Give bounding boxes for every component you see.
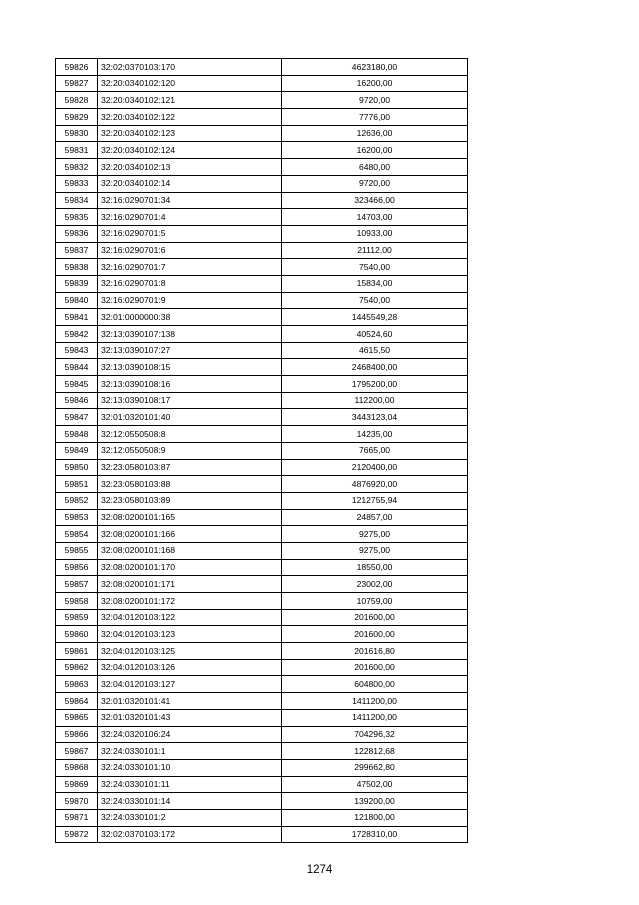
value-cell: 7540,00 <box>282 259 468 276</box>
value-cell: 14703,00 <box>282 209 468 226</box>
row-number-cell: 59840 <box>56 292 98 309</box>
cadastral-number-cell: 32:20:0340102:122 <box>98 109 282 126</box>
table-row <box>56 292 468 309</box>
table-row <box>56 676 468 693</box>
table-row <box>56 593 468 610</box>
cadastral-number-cell: 32:20:0340102:123 <box>98 125 282 142</box>
table-row <box>56 192 468 209</box>
row-number-cell: 59848 <box>56 426 98 443</box>
value-cell: 7540,00 <box>282 292 468 309</box>
cadastral-number-cell: 32:20:0340102:124 <box>98 142 282 159</box>
value-cell: 1728310,00 <box>282 826 468 843</box>
table-row <box>56 709 468 726</box>
value-cell: 1795200,00 <box>282 376 468 393</box>
value-cell: 201600,00 <box>282 609 468 626</box>
table-row <box>56 75 468 92</box>
value-cell: 9275,00 <box>282 526 468 543</box>
table-row <box>56 359 468 376</box>
row-number-cell: 59865 <box>56 709 98 726</box>
row-number-cell: 59836 <box>56 225 98 242</box>
cadastral-number-cell: 32:13:0390108:15 <box>98 359 282 376</box>
value-cell: 704296,32 <box>282 726 468 743</box>
cadastral-number-cell: 32:16:0290701:4 <box>98 209 282 226</box>
table-row <box>56 526 468 543</box>
cadastral-number-cell: 32:20:0340102:14 <box>98 175 282 192</box>
row-number-cell: 59830 <box>56 125 98 142</box>
table-row <box>56 242 468 259</box>
cadastral-number-cell: 32:01:0000000:38 <box>98 309 282 326</box>
cadastral-number-cell: 32:20:0340102:13 <box>98 159 282 176</box>
table-row <box>56 793 468 810</box>
cadastral-number-cell: 32:08:0200101:171 <box>98 576 282 593</box>
row-number-cell: 59850 <box>56 459 98 476</box>
cadastral-number-cell: 32:12:0550508:8 <box>98 426 282 443</box>
value-cell: 6480,00 <box>282 159 468 176</box>
row-number-cell: 59849 <box>56 442 98 459</box>
table-row <box>56 643 468 660</box>
table-row <box>56 392 468 409</box>
table-row <box>56 409 468 426</box>
value-cell: 112200,00 <box>282 392 468 409</box>
value-cell: 7776,00 <box>282 109 468 126</box>
value-cell: 139200,00 <box>282 793 468 810</box>
row-number-cell: 59859 <box>56 609 98 626</box>
value-cell: 323466,00 <box>282 192 468 209</box>
value-cell: 9720,00 <box>282 92 468 109</box>
row-number-cell: 59831 <box>56 142 98 159</box>
table-row <box>56 726 468 743</box>
value-cell: 201600,00 <box>282 626 468 643</box>
row-number-cell: 59837 <box>56 242 98 259</box>
cadastral-number-cell: 32:02:0370103:170 <box>98 59 282 76</box>
row-number-cell: 59827 <box>56 75 98 92</box>
table-row <box>56 275 468 292</box>
cadastral-number-cell: 32:16:0290701:9 <box>98 292 282 309</box>
table-row <box>56 542 468 559</box>
cadastral-number-cell: 32:24:0320106:24 <box>98 726 282 743</box>
table-row <box>56 225 468 242</box>
value-cell: 4615,50 <box>282 342 468 359</box>
row-number-cell: 59863 <box>56 676 98 693</box>
cadastral-number-cell: 32:16:0290701:7 <box>98 259 282 276</box>
value-cell: 9275,00 <box>282 542 468 559</box>
cadastral-number-cell: 32:23:0580103:89 <box>98 492 282 509</box>
table-body <box>56 59 468 843</box>
row-number-cell: 59871 <box>56 809 98 826</box>
row-number-cell: 59846 <box>56 392 98 409</box>
cadastral-number-cell: 32:04:0120103:127 <box>98 676 282 693</box>
value-cell: 15834,00 <box>282 275 468 292</box>
table-row <box>56 809 468 826</box>
row-number-cell: 59842 <box>56 326 98 343</box>
value-cell: 121800,00 <box>282 809 468 826</box>
value-cell: 201600,00 <box>282 659 468 676</box>
value-cell: 40524,60 <box>282 326 468 343</box>
value-cell: 122812,68 <box>282 743 468 760</box>
page-number: 1274 <box>306 864 333 876</box>
table-row <box>56 92 468 109</box>
row-number-cell: 59864 <box>56 693 98 710</box>
row-number-cell: 59872 <box>56 826 98 843</box>
value-cell: 3443123,04 <box>282 409 468 426</box>
table-row <box>56 609 468 626</box>
cadastral-number-cell: 32:23:0580103:88 <box>98 476 282 493</box>
cadastral-number-cell: 32:08:0200101:168 <box>98 542 282 559</box>
value-cell: 14235,00 <box>282 426 468 443</box>
table-row <box>56 175 468 192</box>
cadastral-number-cell: 32:04:0120103:126 <box>98 659 282 676</box>
cadastral-number-cell: 32:13:0390108:16 <box>98 376 282 393</box>
value-cell: 1411200,00 <box>282 693 468 710</box>
cadastral-value-table <box>55 58 468 843</box>
cadastral-number-cell: 32:24:0330101:2 <box>98 809 282 826</box>
table-row <box>56 309 468 326</box>
value-cell: 2468400,00 <box>282 359 468 376</box>
row-number-cell: 59852 <box>56 492 98 509</box>
row-number-cell: 59828 <box>56 92 98 109</box>
cadastral-number-cell: 32:04:0120103:123 <box>98 626 282 643</box>
row-number-cell: 59832 <box>56 159 98 176</box>
value-cell: 1212755,94 <box>282 492 468 509</box>
cadastral-number-cell: 32:16:0290701:5 <box>98 225 282 242</box>
cadastral-number-cell: 32:24:0330101:1 <box>98 743 282 760</box>
row-number-cell: 59845 <box>56 376 98 393</box>
table-row <box>56 442 468 459</box>
row-number-cell: 59862 <box>56 659 98 676</box>
table-row <box>56 109 468 126</box>
cadastral-number-cell: 32:13:0390107:138 <box>98 326 282 343</box>
cadastral-number-cell: 32:02:0370103:172 <box>98 826 282 843</box>
value-cell: 10759,00 <box>282 593 468 610</box>
row-number-cell: 59868 <box>56 759 98 776</box>
table-row <box>56 559 468 576</box>
cadastral-number-cell: 32:13:0390108:17 <box>98 392 282 409</box>
value-cell: 2120400,00 <box>282 459 468 476</box>
row-number-cell: 59857 <box>56 576 98 593</box>
row-number-cell: 59833 <box>56 175 98 192</box>
row-number-cell: 59826 <box>56 59 98 76</box>
row-number-cell: 59834 <box>56 192 98 209</box>
row-number-cell: 59870 <box>56 793 98 810</box>
row-number-cell: 59851 <box>56 476 98 493</box>
value-cell: 24857,00 <box>282 509 468 526</box>
table-row <box>56 142 468 159</box>
value-cell: 16200,00 <box>282 142 468 159</box>
cadastral-number-cell: 32:24:0330101:11 <box>98 776 282 793</box>
cadastral-number-cell: 32:08:0200101:170 <box>98 559 282 576</box>
cadastral-number-cell: 32:04:0120103:122 <box>98 609 282 626</box>
value-cell: 201616,80 <box>282 643 468 660</box>
table-row <box>56 125 468 142</box>
table-row <box>56 743 468 760</box>
value-cell: 604800,00 <box>282 676 468 693</box>
cadastral-number-cell: 32:08:0200101:165 <box>98 509 282 526</box>
cadastral-number-cell: 32:08:0200101:172 <box>98 593 282 610</box>
table-row <box>56 259 468 276</box>
table-row <box>56 776 468 793</box>
cadastral-number-cell: 32:08:0200101:166 <box>98 526 282 543</box>
table-row <box>56 693 468 710</box>
table-row <box>56 492 468 509</box>
row-number-cell: 59838 <box>56 259 98 276</box>
table-row <box>56 659 468 676</box>
value-cell: 9720,00 <box>282 175 468 192</box>
row-number-cell: 59856 <box>56 559 98 576</box>
cadastral-number-cell: 32:01:0320101:43 <box>98 709 282 726</box>
cadastral-number-cell: 32:24:0330101:10 <box>98 759 282 776</box>
table-row <box>56 476 468 493</box>
table-row <box>56 626 468 643</box>
value-cell: 12636,00 <box>282 125 468 142</box>
table-row <box>56 826 468 843</box>
cadastral-number-cell: 32:01:0320101:41 <box>98 693 282 710</box>
cadastral-number-cell: 32:16:0290701:34 <box>98 192 282 209</box>
value-cell: 47502,00 <box>282 776 468 793</box>
cadastral-number-cell: 32:12:0550508:9 <box>98 442 282 459</box>
table-row <box>56 326 468 343</box>
value-cell: 16200,00 <box>282 75 468 92</box>
value-cell: 18550,00 <box>282 559 468 576</box>
table-row <box>56 759 468 776</box>
cadastral-number-cell: 32:04:0120103:125 <box>98 643 282 660</box>
row-number-cell: 59866 <box>56 726 98 743</box>
row-number-cell: 59869 <box>56 776 98 793</box>
cadastral-number-cell: 32:20:0340102:120 <box>98 75 282 92</box>
table-row <box>56 159 468 176</box>
table-row <box>56 342 468 359</box>
value-cell: 4623180,00 <box>282 59 468 76</box>
table-row <box>56 59 468 76</box>
cadastral-number-cell: 32:24:0330101:14 <box>98 793 282 810</box>
table-row <box>56 376 468 393</box>
row-number-cell: 59855 <box>56 542 98 559</box>
row-number-cell: 59860 <box>56 626 98 643</box>
table-row <box>56 209 468 226</box>
cadastral-number-cell: 32:23:0580103:87 <box>98 459 282 476</box>
row-number-cell: 59854 <box>56 526 98 543</box>
row-number-cell: 59858 <box>56 593 98 610</box>
table-row <box>56 509 468 526</box>
cadastral-number-cell: 32:13:0390107:27 <box>98 342 282 359</box>
value-cell: 1445549,28 <box>282 309 468 326</box>
cadastral-number-cell: 32:20:0340102:121 <box>98 92 282 109</box>
row-number-cell: 59835 <box>56 209 98 226</box>
row-number-cell: 59839 <box>56 275 98 292</box>
row-number-cell: 59847 <box>56 409 98 426</box>
row-number-cell: 59829 <box>56 109 98 126</box>
row-number-cell: 59853 <box>56 509 98 526</box>
row-number-cell: 59844 <box>56 359 98 376</box>
value-cell: 21112,00 <box>282 242 468 259</box>
row-number-cell: 59841 <box>56 309 98 326</box>
table-row <box>56 426 468 443</box>
value-cell: 10933,00 <box>282 225 468 242</box>
cadastral-number-cell: 32:01:0320101:40 <box>98 409 282 426</box>
value-cell: 7665,00 <box>282 442 468 459</box>
value-cell: 23002,00 <box>282 576 468 593</box>
value-cell: 1411200,00 <box>282 709 468 726</box>
value-cell: 299662,80 <box>282 759 468 776</box>
row-number-cell: 59867 <box>56 743 98 760</box>
cadastral-number-cell: 32:16:0290701:6 <box>98 242 282 259</box>
row-number-cell: 59843 <box>56 342 98 359</box>
row-number-cell: 59861 <box>56 643 98 660</box>
value-cell: 4876920,00 <box>282 476 468 493</box>
cadastral-number-cell: 32:16:0290701:8 <box>98 275 282 292</box>
table-row <box>56 459 468 476</box>
table-row <box>56 576 468 593</box>
